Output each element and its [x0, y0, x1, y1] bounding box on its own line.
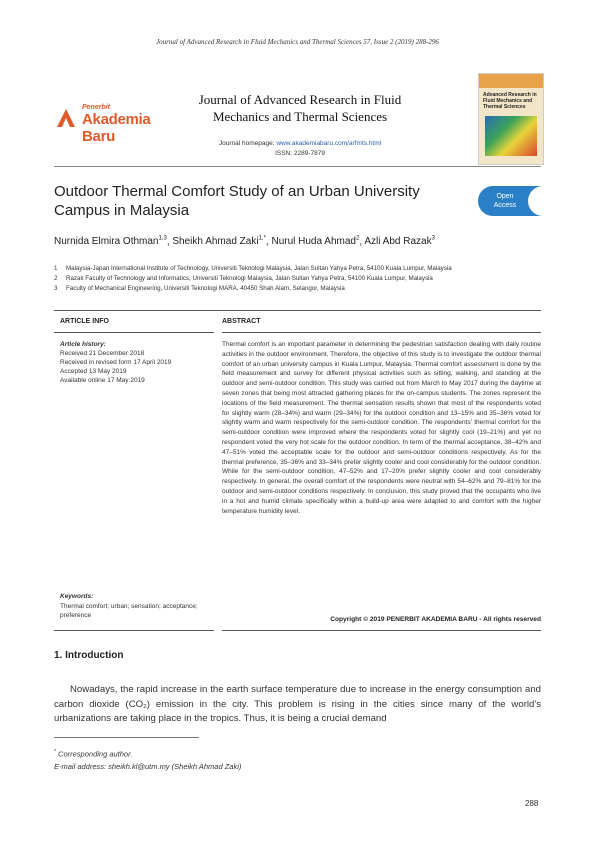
journal-cover-image	[478, 73, 544, 165]
issn: ISSN: 2289-7879	[275, 150, 325, 157]
received-date: Received 21 December 2018	[60, 350, 145, 357]
keywords-heading: Keywords:	[60, 593, 94, 600]
section-heading: 1. Introduction	[54, 650, 124, 661]
abstract-text: Thermal comfort is an important parameter in determining the pedestrian satisfaction dealing with daily routine activities in the outdoor environment. Therefore, the objective of this study is to investigate the outdoor thermal comfort of an urban university campus in Kuala Lumpur, Malaysia. Thermal comfort assessment is done by the field measurement and survey for different physical activities such as sitting, walking, and standing at the outdoor and semi-outdoor condition. This study was carried out from March to May 2017 during the daytime at seven zones that being most attracted gathering places for the on-campus students. The zones represent the locations of the field measurement. The thermal sensation results shown that most of the respondents voted for slightly warm (28–34%) and warm (29–34%) for the outdoor condition and 13–15% and 35–36% voted for slightly warm and warm respectively for the semi-outdoor condition. The respondents' thermal comfort for the semi-outdoor condition were improved where the respondents voted for slightly cool (19–21%) and yet no respondent voted the very hot scale for the outdoor condition. In term of the thermal acceptance, 38–42% and 47–51% voted the acceptable scale for the outdoor and semi-outdoor conditions respectively. As for the thermal preference, 35–36% and 33–34% prefer slightly cooler and cool considerably for the outdoor condition. While for the semi-outdoor condition, 47–52% and 17–20% prefer slightly cooler and cool considerably respectively. In general, the overall comfort of the respondents were neutral with 54–62% and 79–81% for the outdoor and semi-outdoor conditions respectively. In conclusion, this study proved that the occupants who live in a hot and humid climate specifically within a build-up area were adapted to and comfort with the higher temperature humidity level.	[222, 341, 541, 515]
open-access-badge[interactable]	[478, 186, 542, 216]
journal-title-line1: Journal of Advanced Research in Fluid	[198, 92, 402, 107]
affiliation: 2 Razak Faculty of Technology and Informatics, Universiti Teknologi Malaysia, Jalan Sultan Yahya Petra, 54100 Kuala Lumpur, Malaysia	[54, 275, 433, 282]
footnote-divider	[54, 737, 199, 738]
journal-title	[180, 91, 420, 125]
author-list: Nurnida Elmira Othman$^{1,3}$, Sheikh Ahmad Zaki$^{1,*}$, Nurul Huda Ahmad$^2$, Azli Abd Razak$^3$	[54, 236, 435, 248]
open-access-line1: Open	[496, 193, 514, 200]
divider	[222, 332, 541, 333]
affiliation: 3 Faculty of Mechanical Engineering, Universiti Teknologi MARA, 40450 Shah Alam, Selangor, Malaysia	[54, 285, 345, 292]
accepted-date: Accepted 13 May 2019	[60, 368, 127, 375]
author: Azli Abd Razak$^3$	[364, 236, 435, 248]
divider	[54, 310, 541, 311]
divider	[54, 166, 541, 167]
page-number: 288	[525, 799, 539, 808]
open-access-line2: Access	[493, 202, 517, 209]
running-header: Journal of Advanced Research in Fluid Mechanics and Thermal Sciences 57, Issue 2 (2019) 288-296	[156, 38, 439, 46]
journal-title-line2: Mechanics and Thermal Sciences	[212, 109, 388, 124]
author: Sheikh Ahmad Zaki$^{1,*}$	[172, 236, 266, 248]
article-info-heading: ARTICLE INFO	[60, 318, 109, 325]
author: Nurnida Elmira Othman$^{1,3}$	[54, 236, 167, 248]
affiliation: 1 Malaysia-Japan International Institute of Technology, Universiti Teknologi Malaysia, Jalan Sultan Yahya Petra, 54100 Kuala Lumpur, Malaysia	[54, 265, 452, 272]
journal-homepage	[180, 140, 420, 147]
keywords	[60, 592, 215, 621]
corresponding-author-note: * Corresponding author.	[54, 749, 133, 759]
logo-small-text: Penerbit	[82, 104, 111, 111]
author: Nurul Huda Ahmad$^2$	[271, 236, 360, 248]
copyright-notice: Copyright © 2019 PENERBIT AKADEMIA BARU - All rights reserved	[330, 616, 541, 623]
cover-title: Advanced Research in Fluid Mechanics and Thermal Sciences	[483, 92, 537, 110]
homepage-label: Journal homepage:	[218, 140, 277, 147]
footnote	[54, 746, 541, 773]
logo-mark-icon	[54, 106, 78, 130]
online-date: Available online 17 May 2019	[60, 377, 145, 384]
publisher-logo	[54, 104, 174, 145]
paper-title: Outdoor Thermal Comfort Study of an Urban University Campus in Malaysia	[54, 183, 420, 219]
logo-big-text: Akademia Baru	[82, 111, 151, 145]
divider	[54, 332, 214, 333]
divider	[54, 630, 214, 631]
keywords-list: Thermal comfort; urban; sensation; acceptance; preference	[60, 602, 198, 619]
history-heading: Article history:	[60, 341, 106, 348]
homepage-link[interactable]: www.akademiabaru.com/arfmts.html	[276, 140, 382, 147]
revised-date: Received in revised form 17 April 2019	[60, 359, 172, 366]
article-history	[60, 340, 215, 385]
abstract-heading: ABSTRACT	[222, 318, 261, 325]
email-note: E-mail address: sheikh.kl@utm.my (Sheikh Ahmad Zaki)	[54, 761, 242, 771]
divider	[222, 630, 541, 631]
affiliations	[54, 264, 541, 294]
intro-paragraph: Nowadays, the rapid increase in the earth surface temperature due to increase in the energy consumption and carbon dioxide (CO₂) emission in the city. This problem is rising in the cities since many of the world's urbanizations are taking place in the tropics. Thus, it is being a crucial demand	[54, 684, 541, 724]
